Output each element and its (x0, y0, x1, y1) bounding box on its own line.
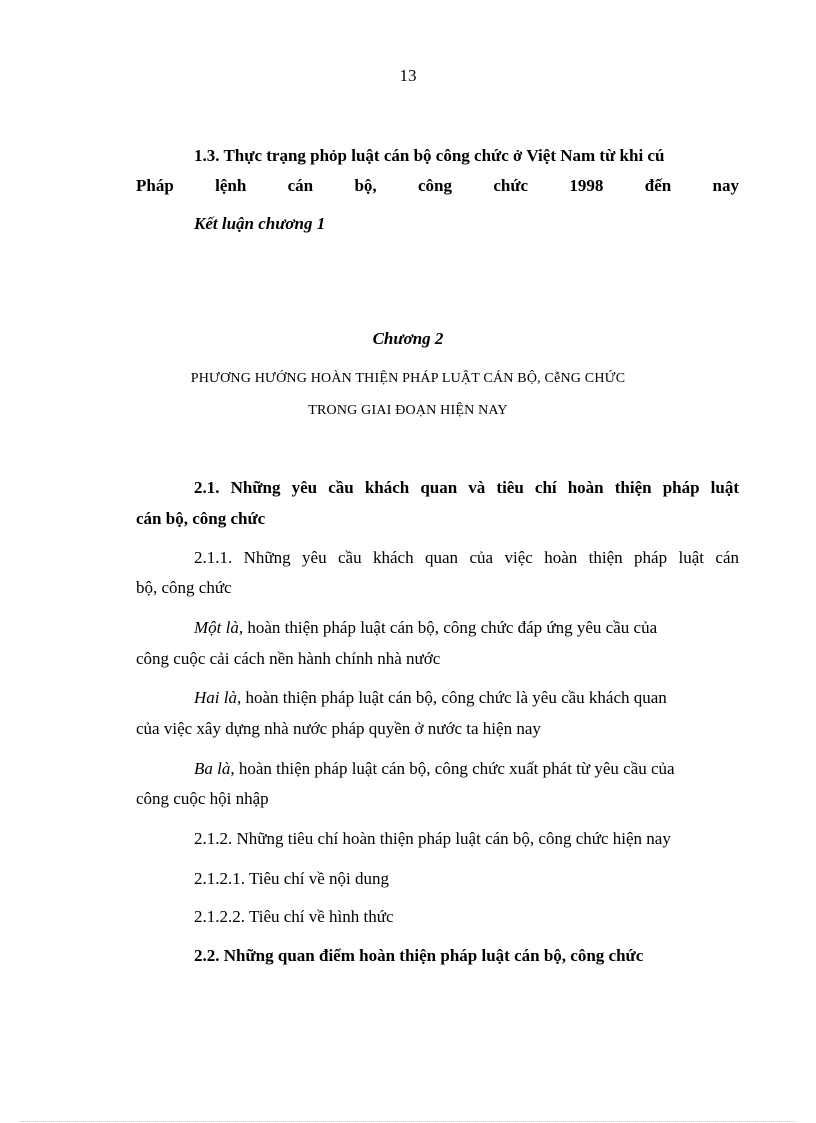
item-two-rest: , hoàn thiện pháp luật cán bộ, công chức là yêu cầu khách quan (236, 688, 667, 707)
section-2-1-2-2-heading: 2.1.2.2. Tiêu chí về hình thức (194, 907, 394, 926)
page-number: 13 (399, 66, 417, 85)
section-1-3-heading-line2: Pháp lệnh cán bộ, công chức 1998 đến nay (136, 176, 739, 195)
section-2-1-heading-line2: cán bộ, công chức (136, 509, 266, 528)
item-two-lead: Hai là (194, 688, 237, 707)
item-two-line2: của việc xây dựng nhà nước pháp quyền ở nước ta hiện nay (136, 719, 541, 738)
chapter-label: Chương 2 (372, 329, 444, 348)
section-1-3-heading-line1: 1.3. Thực trạng phỏp luật cán bộ công chức ở Việt Nam từ khi cú (194, 146, 665, 165)
chapter-title-line2: TRONG GIAI ĐOẠN HIỆN NAY (308, 403, 508, 418)
section-2-1-1-heading-line1: 2.1.1. Những yêu cầu khách quan của việc hoàn thiện pháp luật cán (194, 548, 739, 567)
section-2-1-1-heading-line2: bộ, công chức (136, 578, 232, 597)
section-2-2-heading: 2.2. Những quan điểm hoàn thiện pháp luật cán bộ, công chức (194, 946, 644, 965)
page-bottom-divider (20, 1121, 796, 1122)
item-one-line2: công cuộc cải cách nền hành chính nhà nước (136, 649, 441, 668)
item-one-rest: , hoàn thiện pháp luật cán bộ, công chức đáp ứng yêu cầu của (238, 618, 658, 637)
item-one-line1 (194, 618, 739, 638)
item-three-lead: Ba là (194, 759, 231, 778)
item-three-line2: công cuộc hội nhập (136, 789, 269, 808)
chapter-title-line1: PHƯƠNG HƯỚNG HOÀN THIỆN PHÁP LUẬT CÁN BỘ, CễNG CHỨC (190, 371, 626, 386)
item-three-line1 (194, 759, 739, 779)
section-2-1-heading-line1: 2.1. Những yêu cầu khách quan và tiêu chí hoàn thiện pháp luật (194, 478, 739, 497)
chapter-1-conclusion: Kết luận chương 1 (194, 214, 326, 233)
item-two-line1 (194, 688, 739, 708)
section-2-1-2-heading: 2.1.2. Những tiêu chí hoàn thiện pháp luật cán bộ, công chức hiện nay (194, 829, 671, 848)
item-three-rest: , hoàn thiện pháp luật cán bộ, công chức xuất phát từ yêu cầu của (230, 759, 675, 778)
section-2-1-2-1-heading: 2.1.2.1. Tiêu chí về nội dung (194, 869, 390, 888)
item-one-lead: Một là (194, 618, 239, 637)
